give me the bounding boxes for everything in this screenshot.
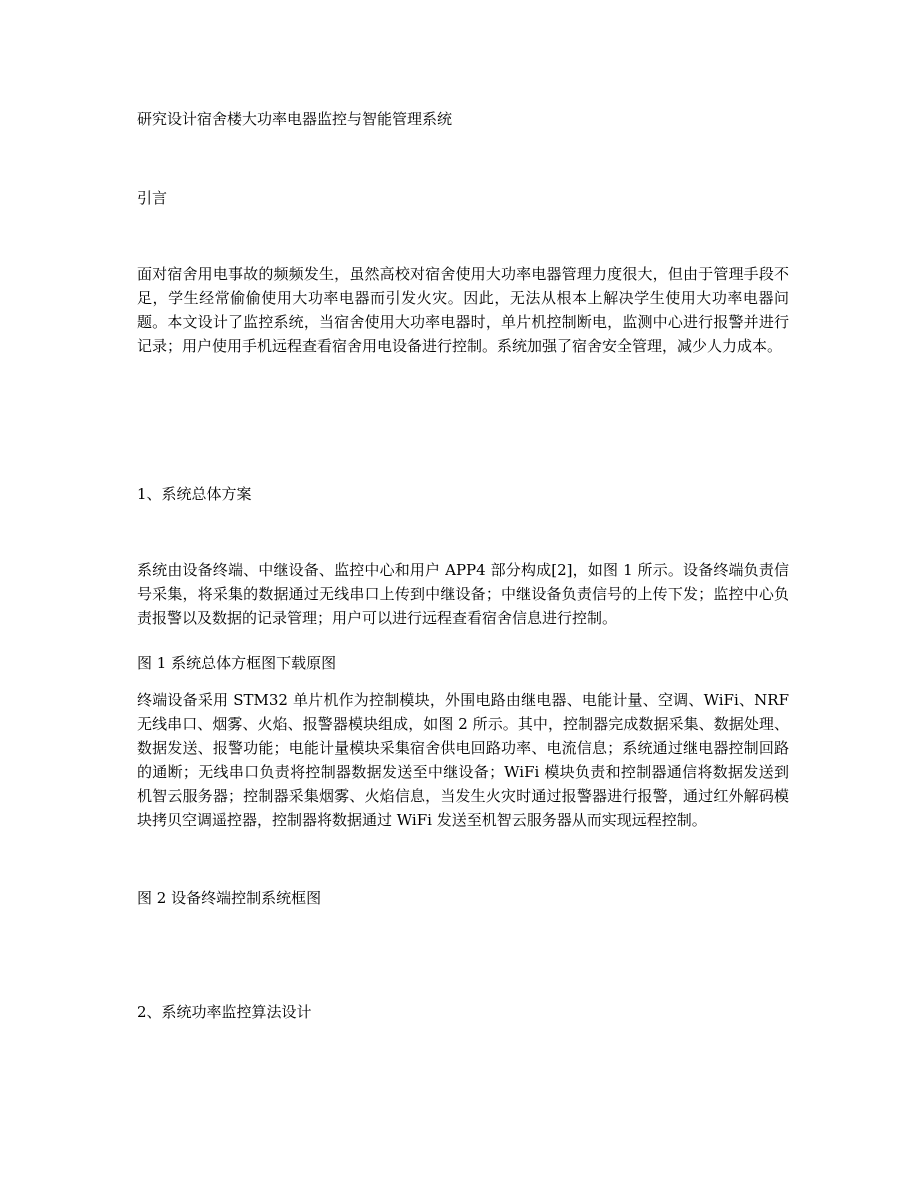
- section1-heading: 1、系统总体方案: [137, 485, 252, 503]
- intro-paragraph: 面对宿舍用电事故的频频发生，虽然高校对宿舍使用大功率电器管理力度很大，但由于管理手段不足，学生经常偷偷使用大功率电器而引发火灾。因此，无法从根本上解决学生使用大功率电器问题。本文设计了监控系统，当宿舍使用大功率电器时，单片机控制断电，监测中心进行报警并进行记录；用户使用手机远程查看宿舍用电设备进行控制。系统加强了宿舍安全管理，减少人力成本。: [137, 265, 789, 355]
- section2-heading: 2、系统功率监控算法设计: [137, 1003, 312, 1021]
- figure2-caption: 图 2 设备终端控制系统框图: [137, 889, 322, 907]
- figure1-caption: 图 1 系统总体方框图下载原图: [137, 654, 337, 672]
- document-title: 研究设计宿舍楼大功率电器监控与智能管理系统: [137, 110, 453, 128]
- intro-heading: 引言: [137, 189, 168, 207]
- section1-paragraph2: 终端设备采用 STM32 单片机作为控制模块，外围电路由继电器、电能计量、空调、WiFi、NRF 无线串口、烟雾、火焰、报警器模块组成，如图 2 所示。其中，控制器完成数据采集、数据处理、数据发送、报警功能；电能计量模块采集宿舍供电回路功率、电流信息；系统通过继电器控制回路的通断；无线串口负责将控制器数据发送至中继设备；WiFi 模块负责和控制器通信将数据发送到机智云服务器；控制器采集烟雾、火焰信息，当发生火灾时通过报警器进行报警，通过红外解码模块拷贝空调遥控器，控制器将数据通过 WiFi 发送至机智云服务器从而实现远程控制。: [137, 691, 789, 829]
- section1-paragraph1: 系统由设备终端、中继设备、监控中心和用户 APP4 部分构成[2]，如图 1 所示。设备终端负责信号采集，将采集的数据通过无线串口上传到中继设备；中继设备负责信号的上传下发；监控中心负责报警以及数据的记录管理；用户可以进行远程查看宿舍信息进行控制。: [137, 561, 789, 627]
